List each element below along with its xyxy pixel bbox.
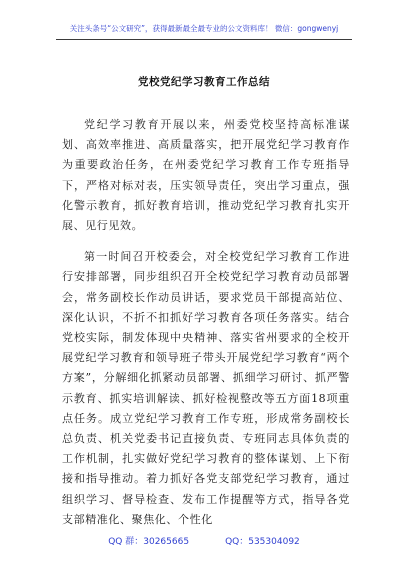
footer-contact xyxy=(0,534,408,547)
document-title: 党校党纪学习教育工作总结 xyxy=(138,76,270,88)
document-body xyxy=(62,115,350,541)
footer-qq-group: QQ 群：30265665 xyxy=(108,537,190,547)
footer-qq: QQ：535304092 xyxy=(225,537,300,547)
header-divider xyxy=(56,39,352,40)
header-banner: 关注头条号“公文研究”，获得最新最全最专业的公文资料库！ 微信：gongwenyj xyxy=(69,24,339,33)
body-paragraph: 第一时间召开校委会，对全校党纪学习教育工作进行安排部署，同步组织召开全校党纪学习教育动员部署会，常务副校长作动员讲话，要求党员干部提高站位、深化认识，不折不扣抓好学习教育各项任务落实。结合党校实际，制发体现中央精神、落实省州要求的全校开展党纪学习教育和领导班子带头开展党纪学习教育“两个方案”，分解细化抓紧动员部署、抓细学习研讨、抓严警示教育、抓实培训解读、抓好检视整改等五方面18项重点任务。成立党纪学习教育工作专班，形成常务副校长总负责、机关党委书记直接负责、专班同志具体负责的工作机制，扎实做好党纪学习教育的整体谋划、上下衔接和指导推动。着力抓好各党支部党纪学习教育，通过组织学习、督导检查、发布工作提醒等方式，指导各党支部精准化、聚焦化、个性化 xyxy=(62,250,350,526)
body-paragraph: 党纪学习教育开展以来，州委党校坚持高标准谋划、高效率推进、高质量落实，把开展党纪学习教育作为重要政治任务，在州委党纪学习教育工作专班指导下，严格对标对表，压实领导责任，突出学习重点，强化警示教育，抓好教育培训，推动党纪学习教育扎实开展、见行见效。 xyxy=(62,118,350,233)
